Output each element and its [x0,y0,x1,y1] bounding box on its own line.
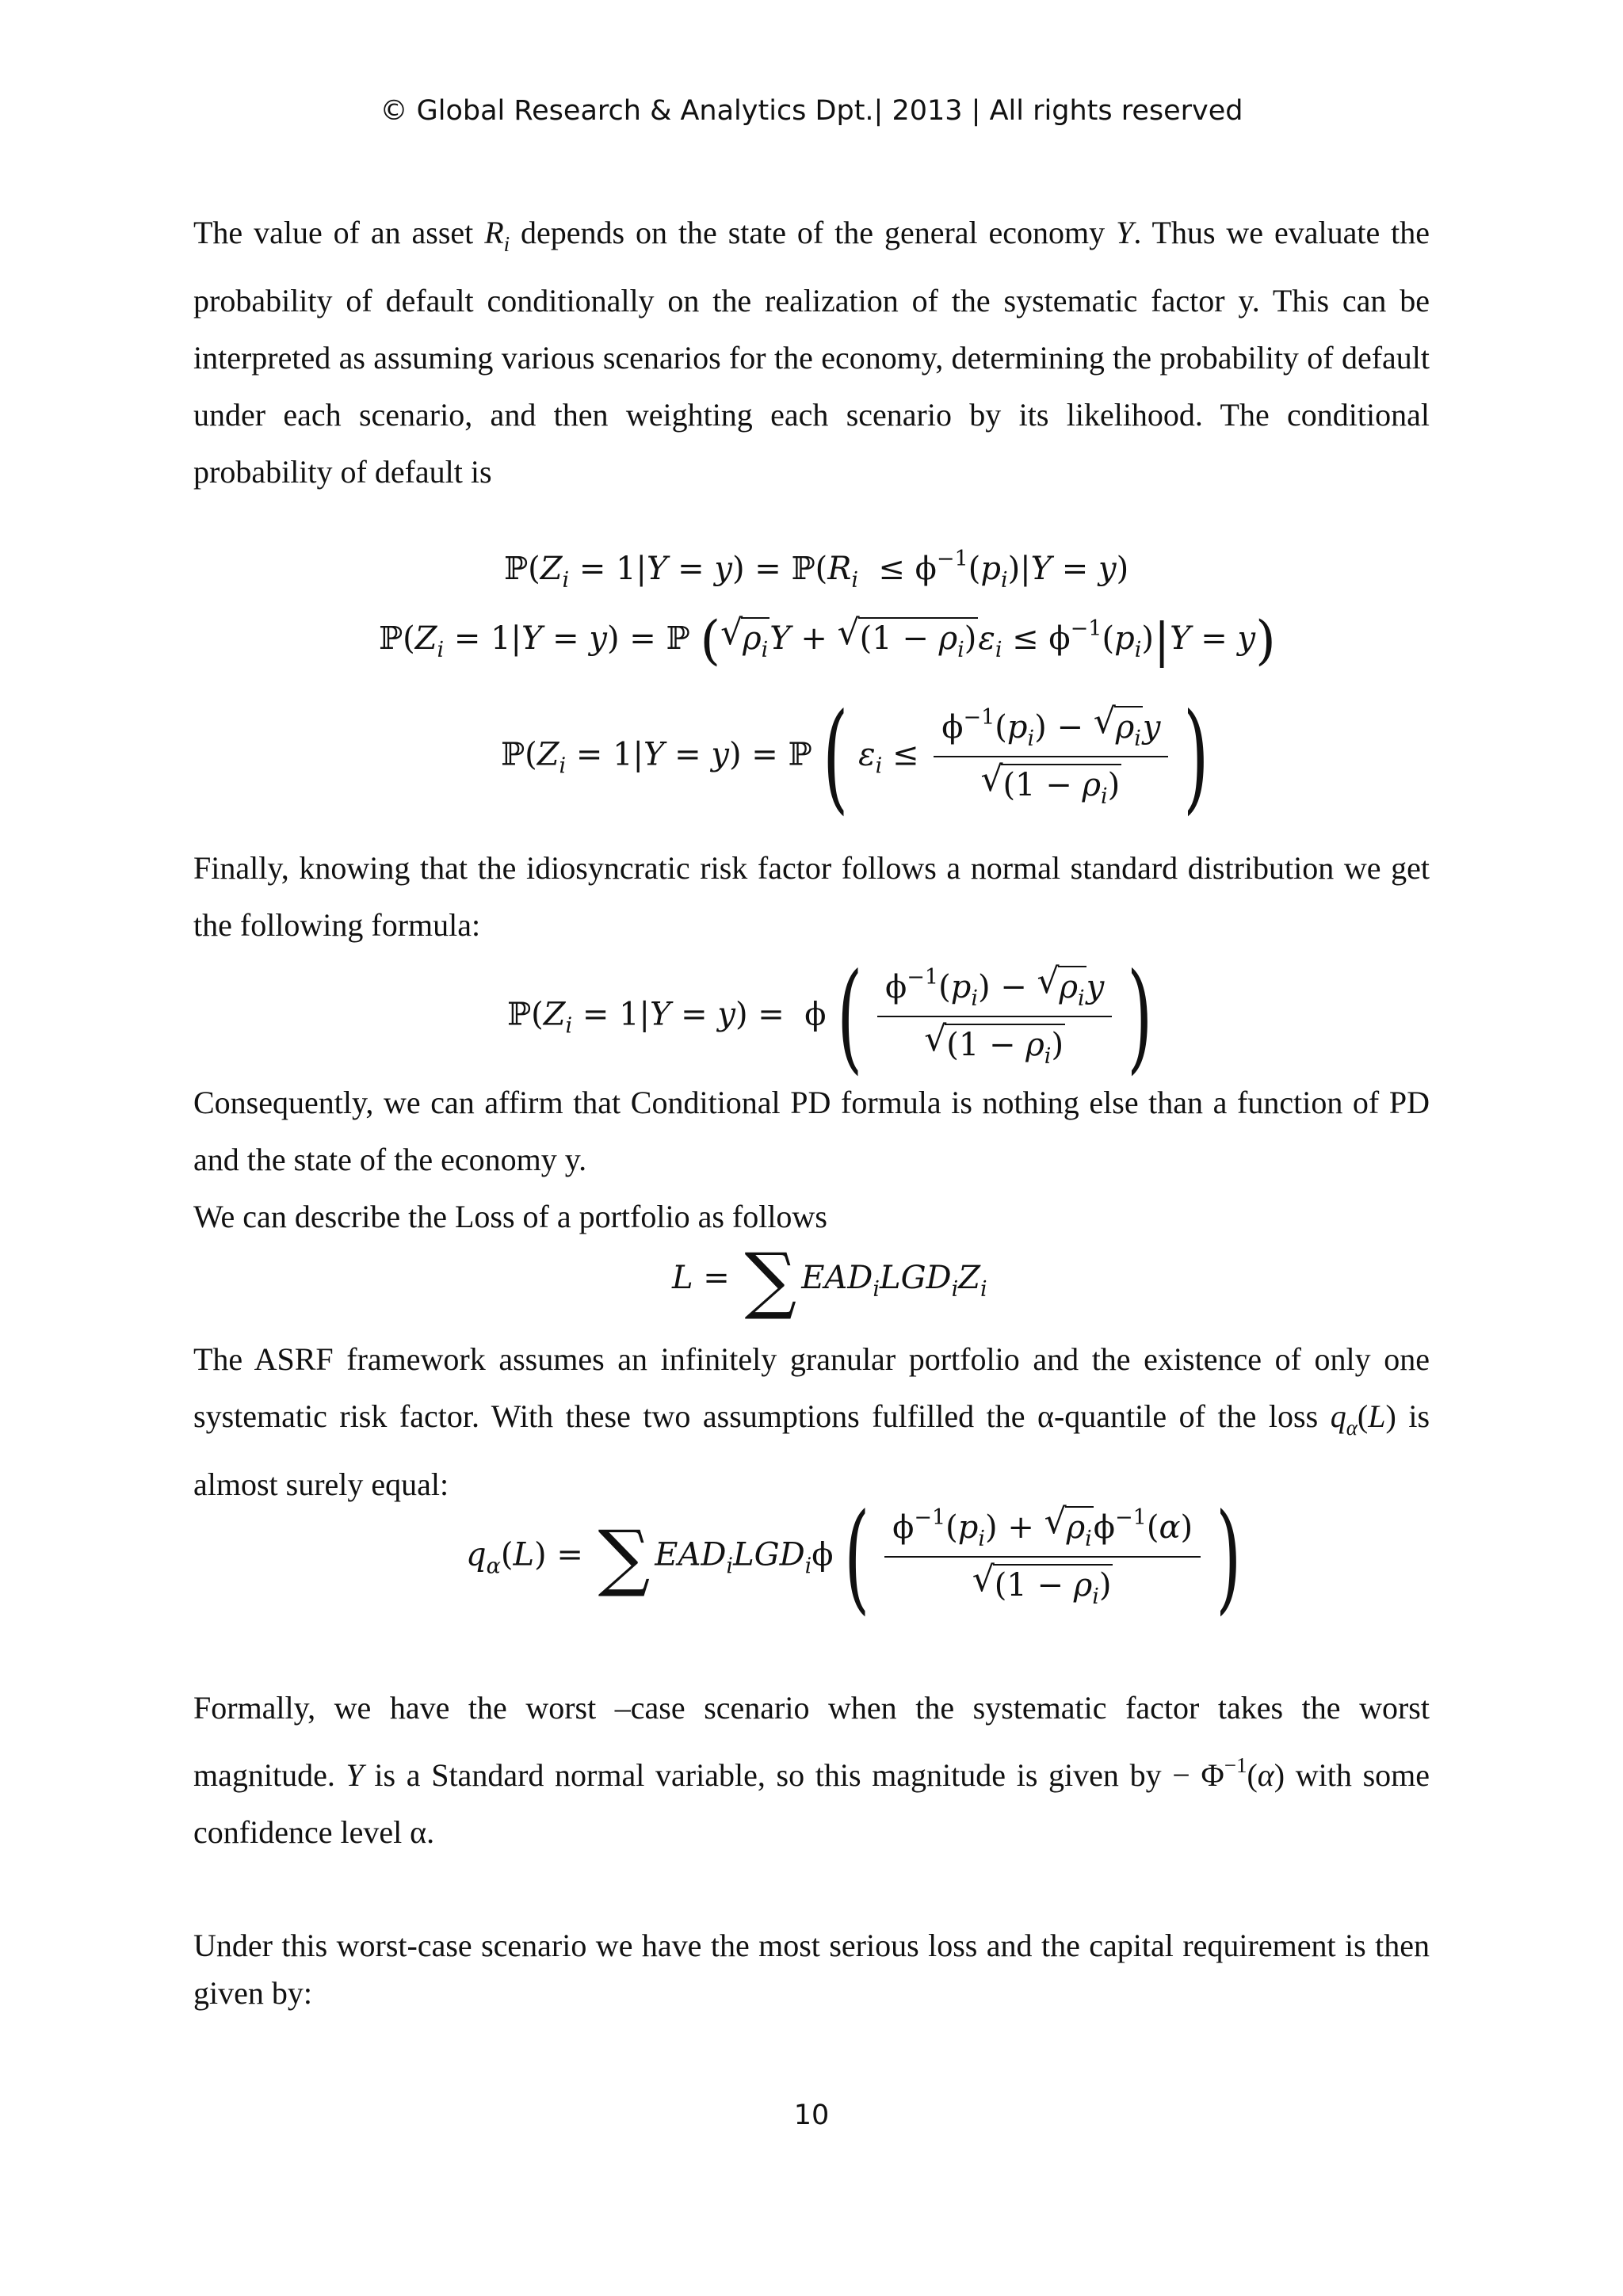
equation-conditional-pd-formula: $ℙ(Z_i = 1|Y = y) = \phi$( $\phi^{-1}(p_i)$ − √ $\rho_iy$ √ $(1 - \rho_i)$ ) [507,965,1163,1069]
equation-conditional-pd-3: $ℙ(Z_i = 1|Y = y)$ = ℙ( $\varepsilon_i$ ≤ $\phi^{-1}(p_i)$ − √ $\rho_iy$ √ $(1 - \rho_i)$ ) [501,705,1220,809]
paragraph-asrf-framework: The ASRF framework assumes an infinitely granular portfolio and the existence of only one systematic risk factor. With these two assumptions fulfilled the α-quantile of the loss $q_\alpha(L)$ is almost surely equal: [193,1341,1430,1502]
paragraph-conditional-pd: Consequently, we can affirm that Conditional PD formula is nothing else than a function of PD and the state of the economy y. [193,1085,1430,1177]
page-header: © Global Research & Analytics Dpt.| 2013 | All rights reserved [380,95,1243,127]
equation-portfolio-loss: L = ∑ $EAD_iLGD_iZ_i$ [672,1238,987,1322]
paragraph-portfolio-loss: We can describe the Loss of a portfolio as follows [193,1199,827,1234]
paragraph-capital-requirement: Under this worst-case scenario we have the most serious loss and the capital requirement is then given by: [193,1928,1430,2011]
paragraph-worst-case: Formally, we have the worst –case scenario when the systematic factor takes the worst magnitude. Y is a Standard normal variable, so this magnitude is given by − $\Phi^{-1}(\alpha)$ with some confidence level α. [193,1690,1430,1850]
equation-loss-quantile: $q_\alpha(L)$ = ∑ $EAD_iLGD_i\phi$( $\phi^{-1}(p_i)$ + √ $\rho_i\phi^{-1}(\alpha)$ √ $(1 - \rho_i)$ ) [466,1505,1252,1609]
equation-conditional-pd-2: $ℙ(Z_i = 1|Y = y)$ = ℙ (√ $\rho_iY$ + √ $(1 - \rho_i)\varepsilon_i \le \phi^{-1}(p_i)|Y = y$) [379,616,1276,662]
paragraph-normal-distribution: Finally, knowing that the idiosyncratic risk factor follows a normal standard distribution we get the following formula: [193,850,1430,943]
page-number: 10 [793,2100,830,2131]
equation-conditional-pd-1: $ℙ(Z_i = 1|Y = y)$ = $ℙ(R_i \le \phi^{-1}(p_i)|Y = y)$ [504,547,1129,593]
paragraph-asset-value: The value of an asset $R_i$ depends on the state of the general economy Y. Thus we evaluate the probability of default conditionally on the realization of the systematic factor y. This can be interpreted as assuming various scenarios for the economy, determining the probability of default under each scenario, and then weighting each scenario by its likelihood. The conditional probability of default is [193,215,1430,490]
